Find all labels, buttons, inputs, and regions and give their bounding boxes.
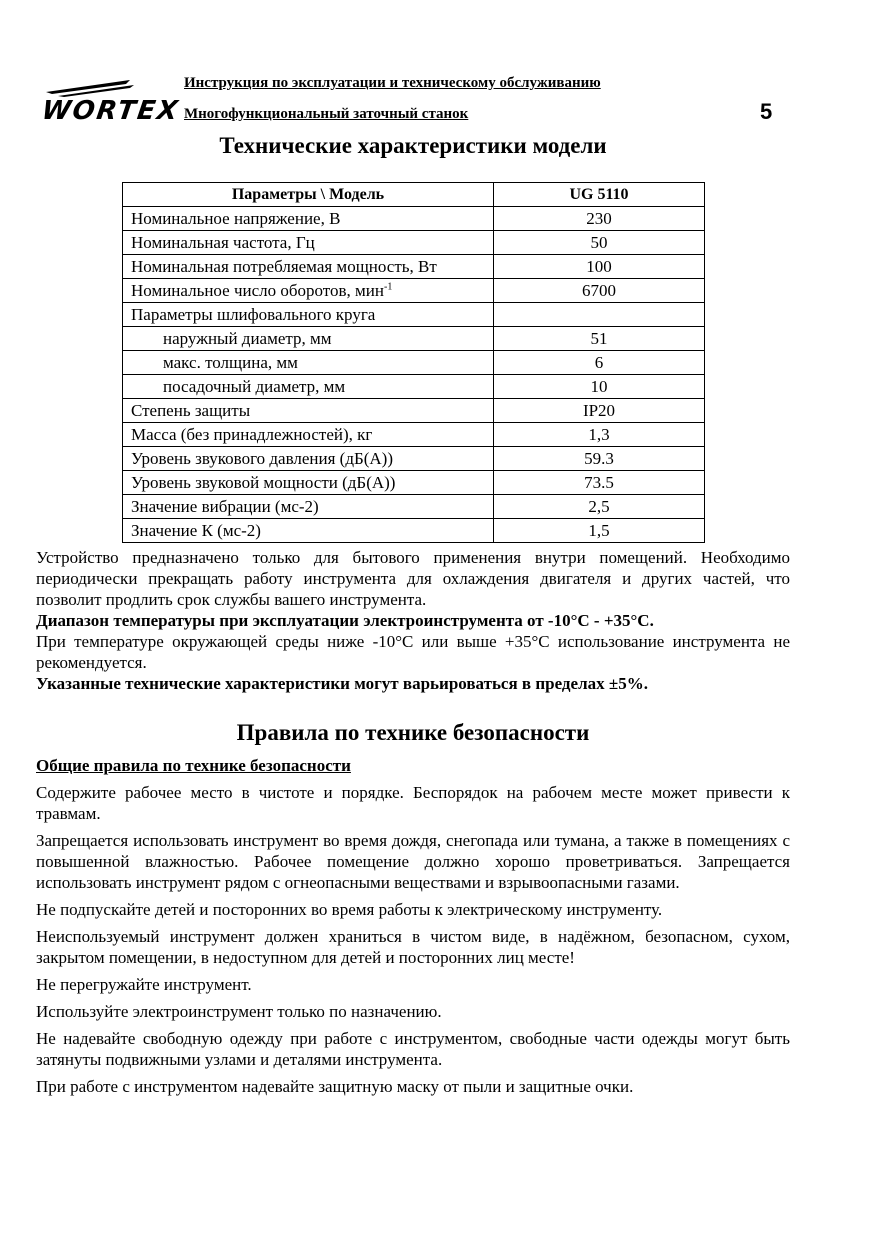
spec-param-cell	[123, 447, 494, 471]
spec-param-label: Номинальная потребляемая мощность, Вт	[131, 256, 437, 276]
spec-param-label: посадочный диаметр, мм	[163, 376, 346, 396]
specs-title: Технические характеристики модели	[219, 133, 607, 158]
spec-value-cell: 73.5	[494, 471, 705, 495]
safety-rule: Используйте электроинструмент только по назначению.	[36, 1002, 442, 1021]
spec-param-cell	[123, 495, 494, 519]
specs-row	[123, 255, 705, 279]
spec-param-cell	[123, 471, 494, 495]
spec-value-cell: 50	[494, 231, 705, 255]
spec-value-cell: 100	[494, 255, 705, 279]
header-manual-title: Инструкция по эксплуатации и техническому обслуживанию	[184, 75, 601, 91]
spec-param-cell	[123, 375, 494, 399]
spec-value-cell: 2,5	[494, 495, 705, 519]
safety-rule: Не надевайте свободную одежду при работе с инструментом, свободные части одежды могут быть затянуты подвижными узлами и деталями инструмента.	[36, 1029, 790, 1069]
variance-note: Указанные технические характеристики могут варьироваться в пределах ±5%.	[36, 674, 648, 693]
spec-param-label: Номинальное число оборотов, мин	[131, 280, 384, 300]
spec-value-cell: 1,3	[494, 423, 705, 447]
safety-rule: Неиспользуемый инструмент должен храниться в чистом виде, в надёжном, безопасном, сухом, закрытом помещении, в недоступном для детей и посторонних лиц месте!	[36, 927, 790, 967]
usage-note: Устройство предназначено только для бытового применения внутри помещений. Необходимо периодически прекращать работу инструмента для охлаждения двигателя и других частей, что позволит продлить срок службы вашего инструмента.	[36, 548, 790, 609]
spec-value-cell	[494, 303, 705, 327]
spec-param-cell	[123, 231, 494, 255]
spec-param-cell	[123, 327, 494, 351]
specs-row	[123, 375, 705, 399]
spec-param-label: Масса (без принадлежностей), кг	[131, 424, 373, 444]
specs-row	[123, 231, 705, 255]
spec-param-label: Уровень звуковой мощности (дБ(А))	[131, 472, 396, 492]
spec-param-label: Уровень звукового давления (дБ(А))	[131, 448, 394, 468]
col-header-param: Параметры \ Модель	[123, 183, 494, 207]
spec-value-cell: 51	[494, 327, 705, 351]
safety-rule: При работе с инструментом надевайте защитную маску от пыли и защитные очки.	[36, 1077, 634, 1096]
safety-title: Правила по технике безопасности	[236, 720, 590, 745]
spec-param-label: макс. толщина, мм	[163, 352, 298, 372]
spec-param-label: Степень защиты	[131, 400, 251, 420]
spec-param-label: Номинальная частота, Гц	[131, 232, 315, 252]
specs-table	[122, 182, 705, 543]
safety-subtitle: Общие правила по технике безопасности	[36, 756, 351, 775]
spec-value-cell: 6	[494, 351, 705, 375]
spec-value-cell: 6700	[494, 279, 705, 303]
safety-rules	[36, 782, 790, 1103]
spec-param-cell	[123, 207, 494, 231]
safety-rule: Не подпускайте детей и посторонних во время работы к электрическому инструменту.	[36, 900, 663, 919]
spec-param-cell	[123, 279, 494, 303]
col-header-model: UG 5110	[494, 183, 705, 207]
spec-param-label: Параметры шлифовального круга	[131, 304, 376, 324]
temp-range-note: Диапазон температуры при эксплуатации электроинструмента от -10°С - +35°С.	[36, 611, 654, 630]
spec-value-cell: 230	[494, 207, 705, 231]
specs-header-row	[123, 183, 705, 207]
spec-param-label: Значение вибрации (мс-2)	[131, 496, 319, 516]
specs-row	[123, 327, 705, 351]
safety-rule: Запрещается использовать инструмент во время дождя, снегопада или тумана, а также в помещениях с повышенной влажностью. Рабочее помещение должно хорошо проветриваться. Запрещается использовать инструмент рядом с огнеопасными веществами и взрывоопасными газами.	[36, 831, 790, 892]
specs-row	[123, 519, 705, 543]
spec-param-cell	[123, 351, 494, 375]
wortex-logo	[38, 74, 182, 130]
safety-rule: Содержите рабочее место в чистоте и порядке. Беспорядок на рабочем месте может привести к травмам.	[36, 783, 790, 823]
logo-text: WORTEX	[39, 96, 182, 126]
spec-param-cell	[123, 255, 494, 279]
safety-rule: Не перегружайте инструмент.	[36, 975, 252, 994]
spec-param-superscript: -1	[383, 280, 393, 292]
spec-param-label: Номинальное напряжение, В	[131, 208, 341, 228]
specs-row	[123, 279, 705, 303]
spec-param-label: наружный диаметр, мм	[163, 328, 332, 348]
spec-param-label: Значение К (мс-2)	[131, 520, 261, 540]
spec-value-cell: IP20	[494, 399, 705, 423]
spec-param-cell	[123, 423, 494, 447]
specs-row	[123, 399, 705, 423]
page-number: 5	[760, 99, 773, 124]
spec-param-cell	[123, 303, 494, 327]
specs-row	[123, 423, 705, 447]
header-product-title: Многофункциональный заточный станок	[184, 106, 469, 122]
specs-row	[123, 207, 705, 231]
specs-row	[123, 351, 705, 375]
temp-warning-note: При температуре окружающей среды ниже -10°С или выше +35°С использование инструмента не рекомендуется.	[36, 632, 790, 672]
spec-value-cell: 10	[494, 375, 705, 399]
spec-value-cell: 59.3	[494, 447, 705, 471]
spec-value-cell: 1,5	[494, 519, 705, 543]
specs-table-body	[123, 207, 705, 543]
specs-row	[123, 303, 705, 327]
specs-row	[123, 471, 705, 495]
notes-block	[36, 547, 790, 694]
spec-param-cell	[123, 399, 494, 423]
specs-row	[123, 447, 705, 471]
specs-row	[123, 495, 705, 519]
spec-param-cell	[123, 519, 494, 543]
